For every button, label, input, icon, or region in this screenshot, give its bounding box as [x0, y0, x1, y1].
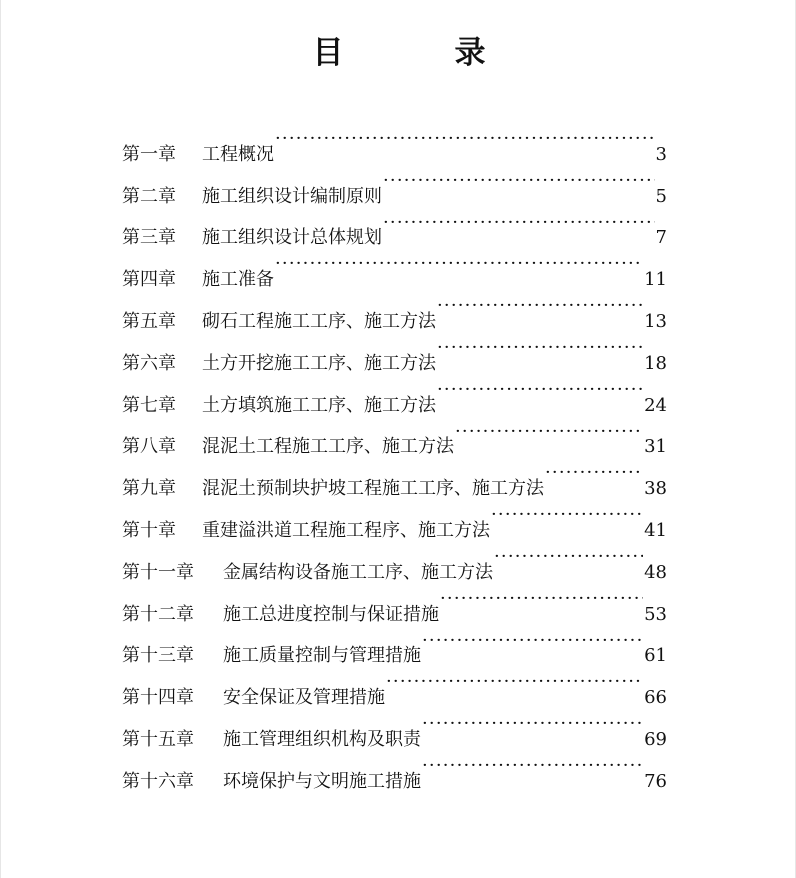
toc-chapter-number: 第十章: [122, 519, 176, 541]
toc-dot-leader: [275, 243, 643, 285]
toc-dot-leader: [545, 452, 643, 494]
toc-chapter-number: 第四章: [122, 269, 176, 291]
toc-page-number: 66: [644, 687, 667, 709]
toc-chapter-number: 第十一章: [122, 561, 194, 583]
toc-chapter-title: 施工组织设计总体规划: [202, 227, 382, 249]
toc-chapter-number: 第十四章: [122, 687, 194, 709]
toc-dot-leader: [422, 703, 643, 745]
table-of-contents: [122, 118, 667, 792]
toc-page-number: 24: [644, 394, 667, 416]
toc-page-number: 31: [644, 436, 667, 458]
toc-chapter-number: 第五章: [122, 310, 176, 332]
toc-dot-leader: [422, 745, 643, 787]
toc-page-number: 53: [644, 603, 667, 625]
toc-chapter-title: 环境保护与文明施工措施: [223, 770, 421, 792]
toc-dot-leader: [437, 285, 643, 327]
toc-chapter-title: 施工准备: [202, 269, 274, 291]
toc-chapter-title: 施工组织设计编制原则: [202, 185, 382, 207]
toc-dot-leader: [383, 160, 655, 202]
toc-chapter-number: 第九章: [122, 478, 176, 500]
toc-chapter-title: 安全保证及管理措施: [223, 687, 385, 709]
toc-chapter-title: 工程概况: [202, 143, 274, 165]
toc-chapter-number: 第二章: [122, 185, 176, 207]
toc-chapter-title: 施工总进度控制与保证措施: [223, 603, 439, 625]
toc-page-number: 11: [644, 269, 667, 291]
toc-chapter-number: 第三章: [122, 227, 176, 249]
toc-chapter-title: 土方开挖施工工序、施工方法: [202, 352, 436, 374]
toc-chapter-number: 第八章: [122, 436, 176, 458]
toc-dot-leader: [383, 202, 655, 244]
toc-dot-leader: [437, 327, 643, 369]
toc-dot-leader: [494, 536, 643, 578]
toc-chapter-title: 土方填筑施工工序、施工方法: [202, 394, 436, 416]
toc-chapter-number: 第十六章: [122, 770, 194, 792]
toc-page-number: 13: [644, 310, 667, 332]
toc-page-number: 61: [644, 645, 667, 667]
toc-chapter-number: 第七章: [122, 394, 176, 416]
toc-chapter-title: 施工管理组织机构及职责: [223, 728, 421, 750]
toc-dot-leader: [437, 369, 643, 411]
toc-page-number: 7: [655, 227, 667, 249]
toc-dot-leader: [440, 578, 643, 620]
toc-dot-leader: [491, 494, 643, 536]
toc-chapter-number: 第六章: [122, 352, 176, 374]
toc-chapter-title: 混泥土工程施工工序、施工方法: [202, 436, 454, 458]
toc-page-number: 5: [655, 185, 667, 207]
toc-page-number: 38: [644, 478, 667, 500]
toc-dot-leader: [422, 620, 643, 662]
toc-chapter-number: 第一章: [122, 143, 176, 165]
toc-chapter-title: 砌石工程施工工序、施工方法: [202, 310, 436, 332]
toc-chapter-number: 第十五章: [122, 728, 194, 750]
toc-chapter-number: 第十二章: [122, 603, 194, 625]
toc-page-number: 18: [644, 352, 667, 374]
toc-chapter-title: 重建溢洪道工程施工程序、施工方法: [202, 519, 490, 541]
toc-chapter-title: 混泥土预制块护坡工程施工工序、施工方法: [202, 478, 544, 500]
toc-page-number: 69: [644, 728, 667, 750]
toc-chapter-title: 施工质量控制与管理措施: [223, 645, 421, 667]
toc-page-number: 3: [655, 143, 667, 165]
toc-page-number: 76: [644, 770, 667, 792]
toc-page-number: 41: [644, 519, 667, 541]
page-title: 目 录: [312, 35, 526, 71]
toc-page-number: 48: [644, 561, 667, 583]
toc-dot-leader: [386, 661, 643, 703]
toc-chapter-title: 金属结构设备施工工序、施工方法: [223, 561, 493, 583]
toc-dot-leader: [455, 411, 643, 453]
toc-chapter-number: 第十三章: [122, 645, 194, 667]
toc-entry[interactable]: [122, 118, 667, 165]
toc-dot-leader: [275, 118, 655, 160]
